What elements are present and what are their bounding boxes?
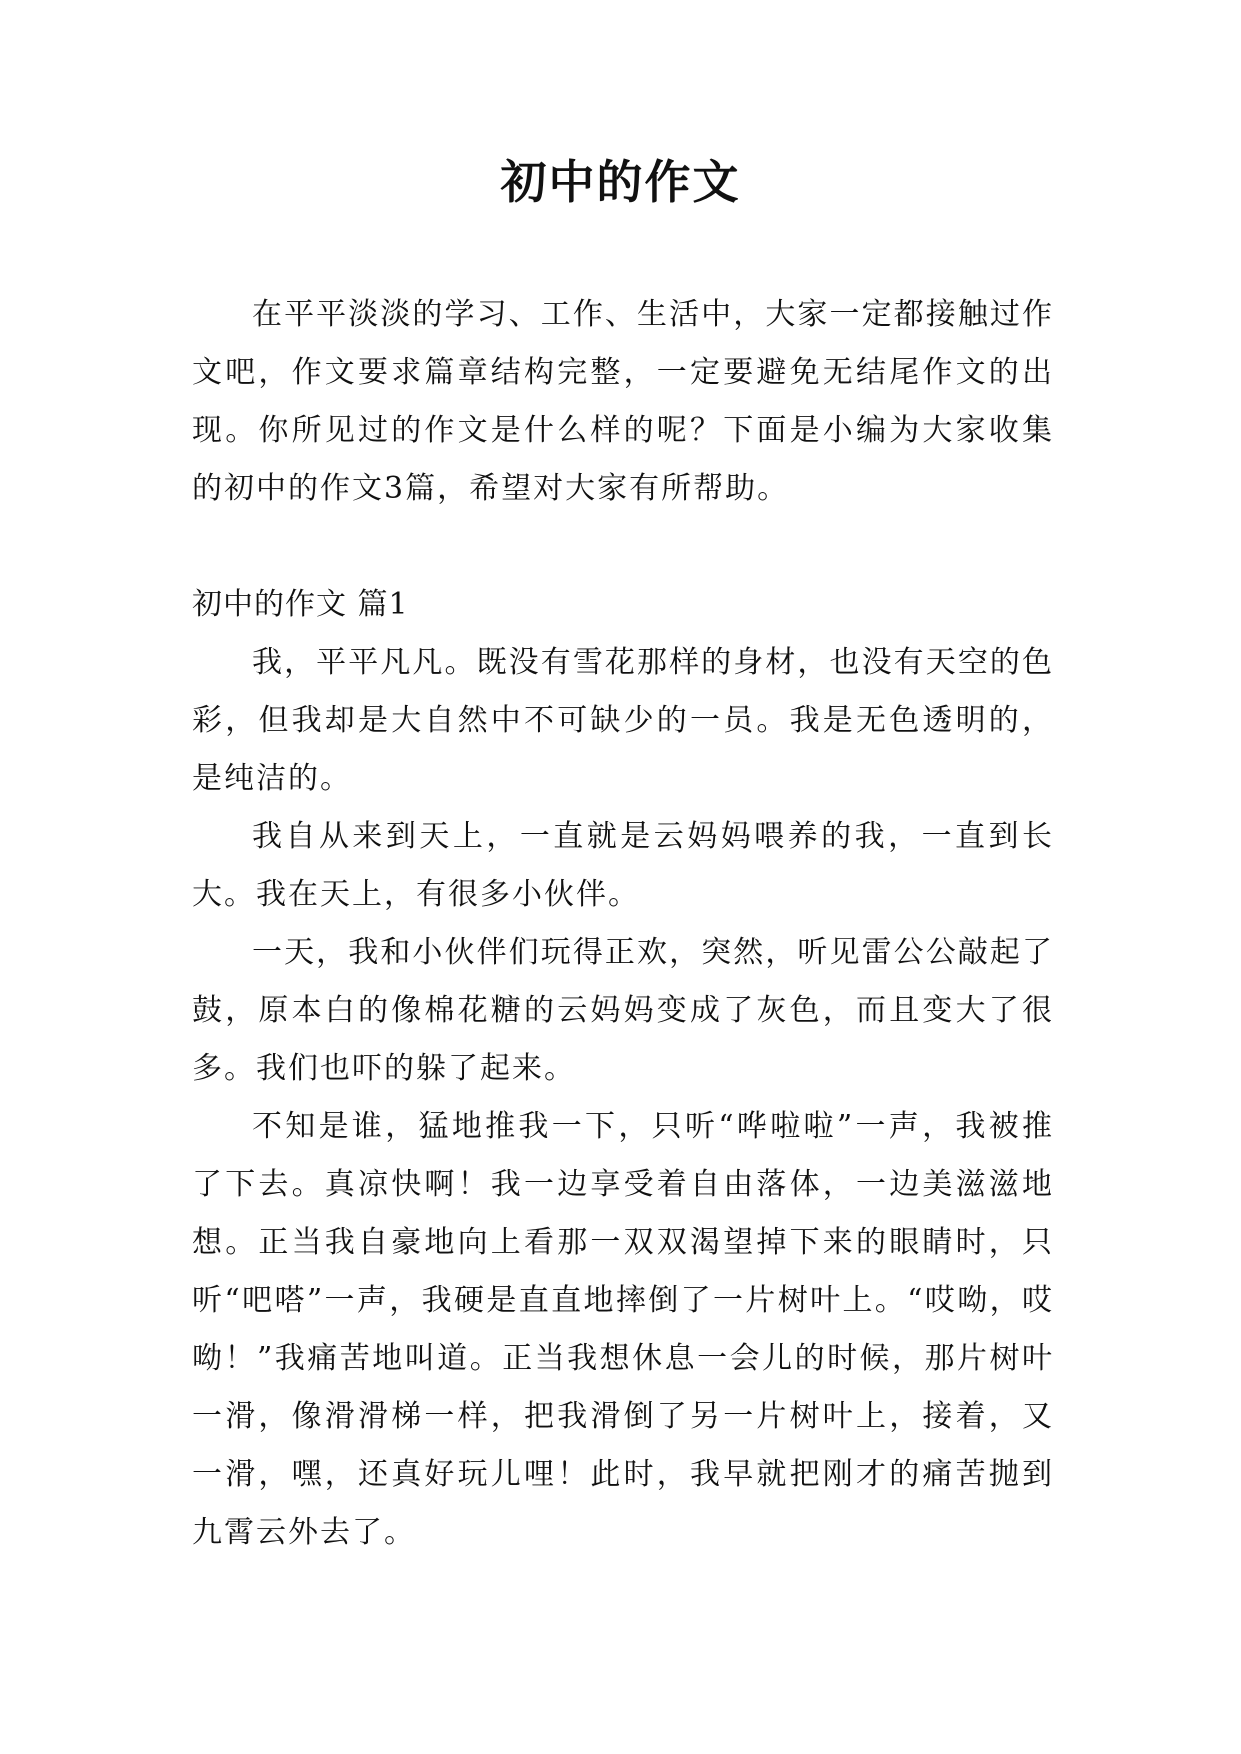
document-body [192, 286, 1054, 1562]
body-paragraph-4: 不知是谁，猛地推我一下，只听“哗啦啦”一声，我被推了下去。真凉快啊！我一边享受着自由落体，一边美滋滋地想。正当我自豪地向上看那一双双渴望掉下来的眼睛时，只听“吧嗒”一声，我硬是直直地摔倒了一片树叶上。“哎呦，哎呦！”我痛苦地叫道。正当我想休息一会儿的时候，那片树叶一滑，像滑滑梯一样，把我滑倒了另一片树叶上，接着，又一滑，嘿，还真好玩儿哩！此时，我早就把刚才的痛苦抛到九霄云外去了。 [192, 1109, 1054, 1550]
document-title: 初中的作文 [500, 155, 741, 209]
intro-paragraph: 在平平淡淡的学习、工作、生活中，大家一定都接触过作文吧，作文要求篇章结构完整，一定要避免无结尾作文的出现。你所见过的作文是什么样的呢？下面是小编为大家收集的初中的作文3篇，希望对大家有所帮助。 [192, 297, 1054, 506]
body-paragraph-3: 一天，我和小伙伴们玩得正欢，突然，听见雷公公敲起了鼓，原本白的像棉花糖的云妈妈变成了灰色，而且变大了很多。我们也吓的躲了起来。 [192, 935, 1054, 1086]
section-heading: 初中的作文 篇1 [192, 587, 409, 622]
body-paragraph-2: 我自从来到天上，一直就是云妈妈喂养的我，一直到长大。我在天上，有很多小伙伴。 [192, 819, 1054, 912]
body-paragraph-1: 我，平平凡凡。既没有雪花那样的身材，也没有天空的色彩，但我却是大自然中不可缺少的一员。我是无色透明的，是纯洁的。 [192, 645, 1054, 796]
